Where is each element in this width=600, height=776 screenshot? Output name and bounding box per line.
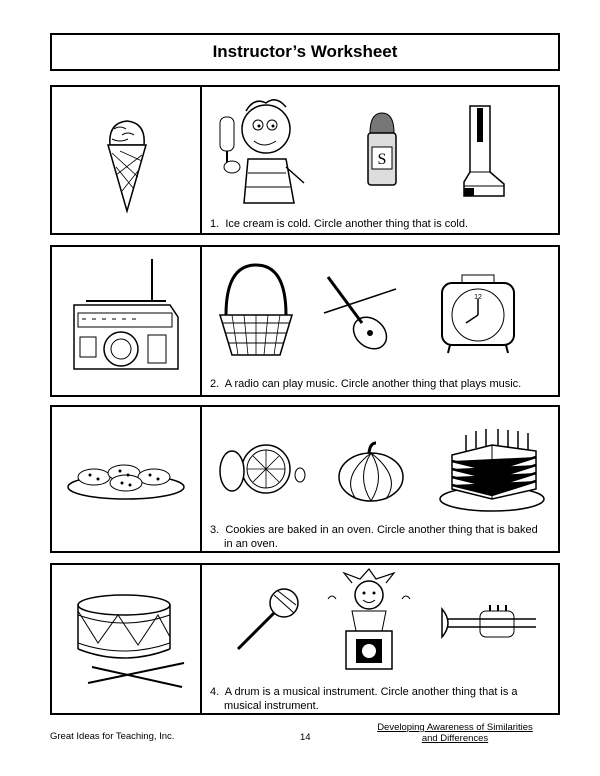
shaker-letter: S [377,151,387,168]
key-picture-cell [52,87,202,233]
caption-text: A drum is a musical instrument. Circle another thing that is a [224,686,518,698]
svg-text:12: 12 [474,294,482,301]
alarm-clock-icon [438,273,518,355]
trumpet-icon [440,603,540,649]
question-row-2 [50,245,560,397]
caption-text: Cookies are baked in an oven. Circle another thing that is baked [225,524,538,536]
question-row-4 [50,563,560,715]
ice-cream-cone-icon [102,115,152,215]
publisher-footer: Great Ideas for Teaching, Inc. [50,731,175,742]
key-picture-cell [52,247,202,395]
row-caption [210,377,552,391]
caption-text-continued: in an oven. [224,538,278,550]
question-row-1 [50,85,560,235]
layer-cake-icon [436,415,546,515]
caption-text: Ice cream is cold. Circle another thing that is cold. [225,218,469,230]
key-picture-cell [52,407,202,551]
choices-cell [202,565,558,713]
choices-cell [202,247,558,395]
series-title-line1: Developing Awareness of Similarities [377,722,533,733]
radio-icon [66,257,186,377]
boy-eating-popsicle-icon [216,97,311,207]
row-number: 2. [210,378,220,390]
row-number: 3. [210,524,220,536]
jack-in-the-box-icon [324,569,414,673]
row-caption [210,217,552,231]
sliced-orange-icon [216,441,306,496]
key-picture-cell [52,565,202,713]
page-title: Instructor’s Worksheet [212,42,398,61]
question-row-3 [50,405,560,553]
plate-of-cookies-icon [64,453,188,503]
violin-icon [322,269,402,359]
series-title [370,722,540,744]
row-caption [210,685,552,713]
series-title-line2: and Differences [421,733,489,744]
basket-icon [216,261,296,361]
row-number: 1. [210,218,220,230]
choices-cell [202,87,558,233]
salt-shaker-icon [362,109,402,189]
choices-cell [202,407,558,551]
row-caption [210,523,552,551]
row-number: 4. [210,686,220,698]
rattle-icon [232,585,302,655]
caption-text: A radio can play music. Circle another thing that plays music. [224,378,522,390]
drum-icon [68,593,188,693]
caption-text-continued: musical instrument. [224,700,319,712]
pumpkin-icon [336,441,406,503]
worksheet-title-box [50,33,560,71]
boot-icon [452,102,507,202]
page-number: 14 [300,732,311,743]
